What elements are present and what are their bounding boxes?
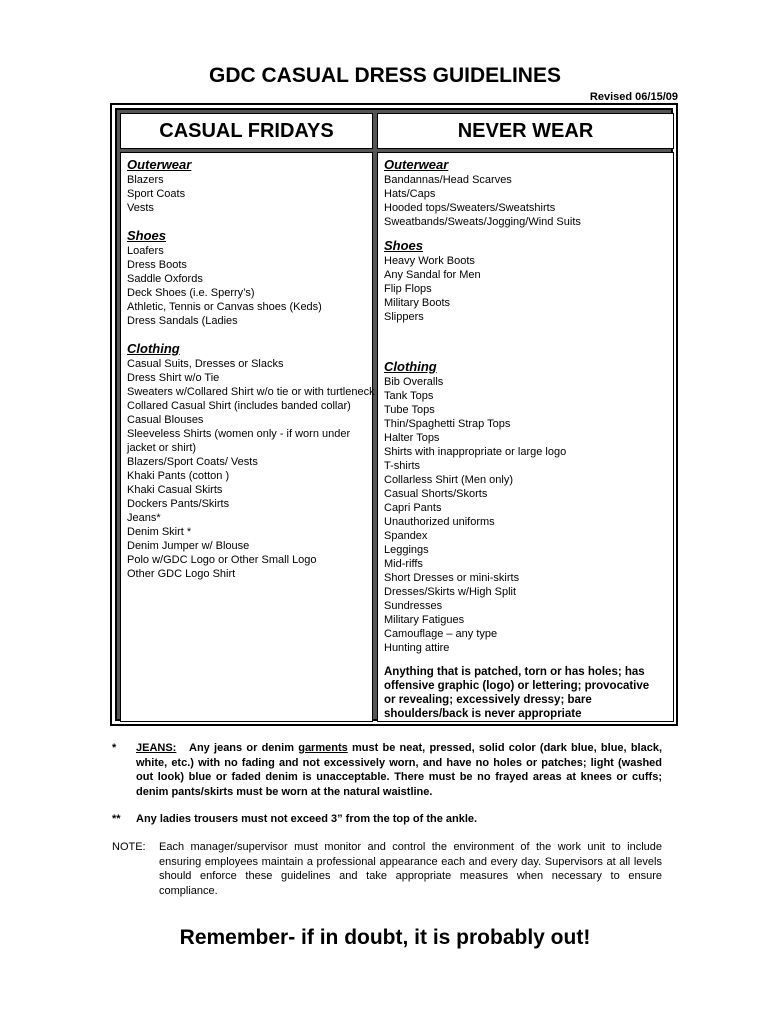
never-clothing-list [384, 375, 668, 655]
list-item: Polo w/GDC Logo or Other Small Logo [127, 554, 317, 566]
casual-shoes-list [127, 244, 367, 328]
jeans-garments: garments [298, 742, 348, 754]
list-item: Dress Shirt w/o Tie [127, 372, 220, 384]
list-item: Collarless Shirt (Men only) [384, 474, 513, 486]
casual-fridays-header: CASUAL FRIDAYS [120, 113, 373, 149]
manager-note [112, 840, 662, 898]
list-item: Tube Tops [384, 404, 435, 416]
list-item: Thin/Spaghetti Strap Tops [384, 418, 511, 430]
list-item: Deck Shoes (i.e. Sperry’s) [127, 287, 255, 299]
casual-outerwear-heading: Outerwear [127, 157, 192, 172]
list-item: Hooded tops/Sweaters/Sweatshirts [384, 202, 556, 214]
list-item: Athletic, Tennis or Canvas shoes (Keds) [127, 301, 322, 313]
casual-fridays-column [120, 152, 373, 722]
list-item: Heavy Work Boots [384, 255, 475, 267]
never-clothing-heading: Clothing [384, 359, 437, 374]
trousers-footnote [112, 812, 662, 827]
list-item: Dresses/Skirts w/High Split [384, 586, 517, 598]
page-title: GDC CASUAL DRESS GUIDELINES [209, 64, 561, 87]
list-item: Leggings [384, 544, 429, 556]
list-item: Hunting attire [384, 642, 450, 654]
list-item: Military Boots [384, 297, 451, 309]
list-item: Denim Jumper w/ Blouse [127, 540, 250, 552]
list-item: Unauthorized uniforms [384, 516, 495, 528]
list-item: Casual Shorts/Skorts [384, 488, 488, 500]
list-item: Blazers [127, 174, 164, 186]
list-item: Tank Tops [384, 390, 434, 402]
never-wear-header: NEVER WEAR [377, 113, 674, 149]
list-item: Spandex [384, 530, 428, 542]
list-item: Dress Sandals (Ladies [127, 315, 238, 327]
note-text: Each manager/supervisor must monitor and control the environment of the work unit to include ensuring employees maintain a professional appearance each and every day. Supervisors at all levels should enforce these guidelines and take appropriate measures when necessary to ensure compliance. [159, 841, 662, 897]
list-item: Bib Overalls [384, 376, 444, 388]
list-item: Sport Coats [127, 188, 186, 200]
jeans-marker: * [112, 742, 117, 754]
jeans-footnote [112, 741, 662, 799]
list-item: Denim Skirt * [127, 526, 192, 538]
casual-clothing-list [127, 357, 375, 581]
list-item: Sweaters w/Collared Shirt w/o tie or with turtleneck [127, 386, 375, 398]
list-item: Collared Casual Shirt (includes banded collar) [127, 400, 351, 412]
never-outerwear-heading: Outerwear [384, 157, 449, 172]
casual-shoes-heading: Shoes [127, 228, 167, 243]
never-shoes-list [384, 254, 668, 324]
list-item: Khaki Pants (cotton ) [127, 470, 230, 482]
list-item: Military Fatigues [384, 614, 465, 626]
list-item: Capri Pants [384, 502, 442, 514]
list-item: Dress Boots [127, 259, 187, 271]
list-item: Bandannas/Head Scarves [384, 174, 512, 186]
list-item: Dockers Pants/Skirts [127, 498, 230, 510]
list-item: Short Dresses or mini-skirts [384, 572, 520, 584]
list-item: Casual Blouses [127, 414, 204, 426]
casual-outerwear-list [127, 173, 367, 215]
never-shoes-heading: Shoes [384, 238, 424, 253]
guidelines-table [110, 103, 678, 726]
casual-clothing-heading: Clothing [127, 341, 180, 356]
jeans-label: JEANS: [136, 742, 177, 754]
never-wear-column [377, 152, 674, 722]
jeans-text-b: must be neat, pressed, solid color (dark blue, blue, black, white, etc.) with no fading and not excessively worn, and have no holes or patches; light (washed out look) blue or faded denim is unacceptable. There must be no frayed areas at knees or cuffs; denim pants/skirts must be worn at the natural waistline. [136, 742, 662, 798]
list-item: Loafers [127, 245, 164, 257]
trousers-text: Any ladies trousers must not exceed 3” from the top of the ankle. [136, 813, 478, 825]
list-item: Other GDC Logo Shirt [127, 568, 236, 580]
jeans-text-a: Any jeans or denim [189, 742, 294, 754]
trousers-marker: ** [112, 813, 121, 825]
list-item: Hats/Caps [384, 188, 436, 200]
list-item: Vests [127, 202, 154, 214]
list-item: Jeans* [127, 512, 161, 524]
list-item: Casual Suits, Dresses or Slacks [127, 358, 284, 370]
list-item: Sundresses [384, 600, 443, 612]
list-item: Khaki Casual Skirts [127, 484, 223, 496]
note-marker: NOTE: [112, 841, 146, 853]
list-item: Saddle Oxfords [127, 273, 203, 285]
list-item: Mid-riffs [384, 558, 423, 570]
list-item: Blazers/Sport Coats/ Vests [127, 456, 258, 468]
list-item: Any Sandal for Men [384, 269, 481, 281]
list-item: Sweatbands/Sweats/Jogging/Wind Suits [384, 216, 581, 228]
list-item: Flip Flops [384, 283, 432, 295]
list-item: Camouflage – any type [384, 628, 498, 640]
never-outerwear-list [384, 173, 668, 229]
list-item: Halter Tops [384, 432, 440, 444]
list-item: Slippers [384, 311, 424, 323]
never-wear-note: Anything that is patched, torn or has holes; has offensive graphic (logo) or lettering; provocative or revealing; excessively dressy; bare shoulders/back is never appropriate [384, 666, 650, 720]
list-item: T-shirts [384, 460, 421, 472]
list-item: Shirts with inappropriate or large logo [384, 446, 567, 458]
remember-slogan: Remember- if in doubt, it is probably out! [179, 926, 591, 949]
list-item: Sleeveless Shirts (women only - if worn under jacket or shirt) [127, 428, 351, 454]
revision-date: Revised 06/15/09 [589, 91, 678, 103]
